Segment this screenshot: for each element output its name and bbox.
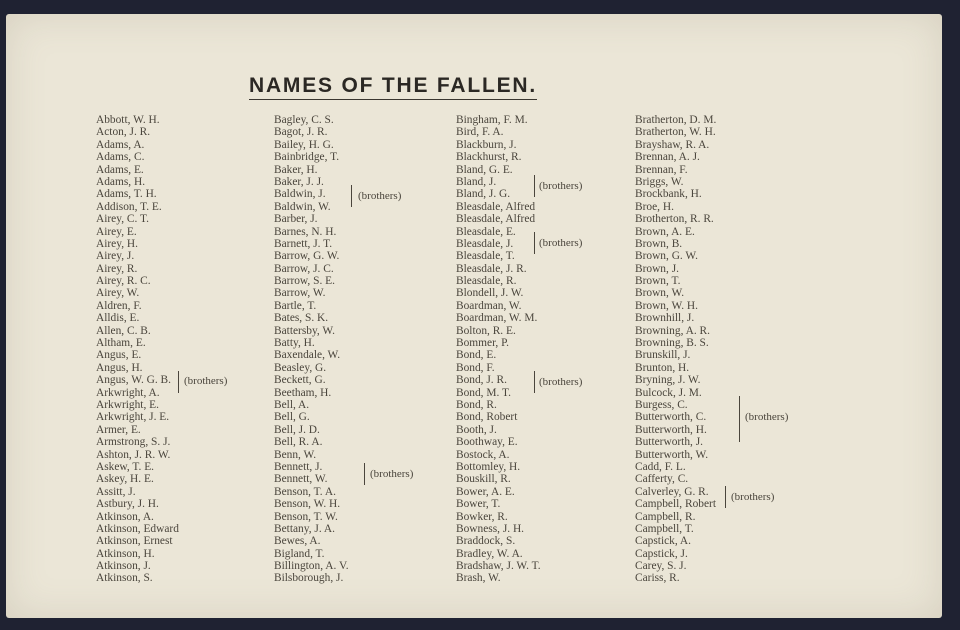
brothers-label: (brothers) <box>539 376 583 388</box>
fallen-name: Cariss, R. <box>635 572 680 585</box>
fallen-name: Brayshaw, R. A. <box>635 138 710 151</box>
fallen-name: Bottomley, H. <box>456 460 521 473</box>
fallen-name: Ashton, J. R. W. <box>96 448 171 461</box>
fallen-name: Bettany, J. A. <box>274 522 335 535</box>
fallen-name: Brunton, H. <box>635 361 690 374</box>
fallen-name: Capstick, J. <box>635 547 688 560</box>
fallen-name: Addison, T. E. <box>96 200 162 213</box>
fallen-name: Barrow, S. E. <box>274 275 335 288</box>
fallen-name: Bleasdale, T. <box>456 250 515 263</box>
fallen-name: Bouskill, R. <box>456 473 511 486</box>
fallen-name: Bleasdale, J. <box>456 237 514 250</box>
fallen-name: Bland, G. E. <box>456 163 513 176</box>
fallen-name: Bingham, F. M. <box>456 114 528 126</box>
fallen-name: Bell, A. <box>274 398 310 411</box>
fallen-name: Bird, F. A. <box>456 126 504 139</box>
fallen-name: Bartle, T. <box>274 299 317 312</box>
fallen-name: Baker, H. <box>274 163 318 176</box>
fallen-name: Benn, W. <box>274 448 317 461</box>
fallen-name: Bagley, C. S. <box>274 114 334 126</box>
fallen-name: Boothway, E. <box>456 436 518 449</box>
fallen-name: Atkinson, S. <box>96 572 153 585</box>
brothers-label: (brothers) <box>370 468 414 480</box>
page-title: NAMES OF THE FALLEN. <box>249 74 537 100</box>
fallen-name: Allen, C. B. <box>96 324 151 337</box>
fallen-name: Braddock, S. <box>456 535 516 548</box>
brothers-brace <box>364 463 365 485</box>
fallen-name: Browning, B. S. <box>635 337 709 350</box>
fallen-name: Brown, G. W. <box>635 250 698 263</box>
fallen-name: Bilsborough, J. <box>274 572 344 585</box>
fallen-name: Atkinson, J. <box>96 560 151 573</box>
fallen-name: Bailey, H. G. <box>274 138 334 151</box>
fallen-name: Barber, J. <box>274 213 318 226</box>
fallen-name: Cadd, F. L. <box>635 460 686 473</box>
fallen-name: Adams, H. <box>96 175 146 188</box>
fallen-name: Bratherton, W. H. <box>635 126 716 139</box>
fallen-name: Bleasdale, Alfred <box>456 200 536 213</box>
fallen-name: Bostock, A. <box>456 448 510 461</box>
fallen-name: Bleasdale, E. <box>456 225 516 238</box>
fallen-name: Adams, A. <box>96 138 145 151</box>
fallen-name: Airey, C. T. <box>96 213 149 226</box>
fallen-name: Brennan, A. J. <box>635 151 700 164</box>
fallen-name: Aldren, F. <box>96 299 142 312</box>
fallen-name: Bell, G. <box>274 411 310 424</box>
fallen-name: Astbury, J. H. <box>96 498 159 511</box>
fallen-name: Angus, H. <box>96 361 143 374</box>
fallen-name: Bolton, R. E. <box>456 324 516 337</box>
fallen-name: Beetham, H. <box>274 386 332 399</box>
fallen-name: Arkwright, E. <box>96 398 159 411</box>
fallen-name: Atkinson, Ernest <box>96 535 173 548</box>
fallen-name: Airey, R. <box>96 262 138 275</box>
fallen-name: Bagot, J. R. <box>274 126 328 139</box>
fallen-name: Askey, H. E. <box>96 473 154 486</box>
fallen-name: Abbott, W. H. <box>96 114 160 126</box>
brothers-brace <box>725 486 726 508</box>
fallen-name: Butterworth, W. <box>635 448 709 461</box>
fallen-name: Brown, T. <box>635 275 681 288</box>
fallen-name: Airey, R. C. <box>96 275 151 288</box>
fallen-name: Blondell, J. W. <box>456 287 524 300</box>
fallen-name: Bond, Robert <box>456 411 518 424</box>
brothers-label: (brothers) <box>358 190 402 202</box>
brothers-brace <box>178 371 179 393</box>
fallen-name: Bland, J. G. <box>456 188 511 201</box>
brothers-brace <box>739 396 740 442</box>
fallen-name: Battersby, W. <box>274 324 335 337</box>
fallen-name: Atkinson, A. <box>96 510 154 523</box>
fallen-name: Bleasdale, R. <box>456 275 517 288</box>
fallen-name: Armer, E. <box>96 423 141 436</box>
fallen-name: Adams, T. H. <box>96 188 157 201</box>
fallen-name: Barnes, N. H. <box>274 225 337 238</box>
fallen-name: Brown, W. <box>635 287 685 300</box>
fallen-name: Baker, J. J. <box>274 175 324 188</box>
fallen-name: Altham, E. <box>96 337 146 350</box>
names-column-c <box>456 114 541 585</box>
fallen-name: Atkinson, H. <box>96 547 155 560</box>
fallen-name: Beckett, G. <box>274 374 326 387</box>
fallen-name: Bulcock, J. M. <box>635 386 702 399</box>
fallen-name: Brash, W. <box>456 572 501 585</box>
fallen-name: Bradshaw, J. W. T. <box>456 560 541 573</box>
fallen-name: Brockbank, H. <box>635 188 702 201</box>
fallen-name: Blackburn, J. <box>456 138 517 151</box>
fallen-name: Butterworth, C. <box>635 411 707 424</box>
brothers-label: (brothers) <box>539 237 583 249</box>
fallen-name: Benson, T. A. <box>274 485 336 498</box>
brothers-label: (brothers) <box>745 411 789 423</box>
memorial-page <box>6 14 942 618</box>
fallen-name: Atkinson, Edward <box>96 522 179 535</box>
names-column-b <box>274 114 349 585</box>
fallen-name: Campbell, Robert <box>635 498 716 511</box>
fallen-name: Beasley, G. <box>274 361 327 374</box>
fallen-name: Brown, A. E. <box>635 225 695 238</box>
fallen-name: Bowker, R. <box>456 510 508 523</box>
fallen-name: Angus, W. G. B. <box>96 374 172 387</box>
fallen-name: Browning, A. R. <box>635 324 710 337</box>
fallen-name: Askew, T. E. <box>96 460 154 473</box>
fallen-name: Armstrong, S. J. <box>96 436 171 449</box>
fallen-name: Benson, T. W. <box>274 510 338 523</box>
fallen-name: Barrow, G. W. <box>274 250 340 263</box>
fallen-name: Carey, S. J. <box>635 560 687 573</box>
fallen-name: Cafferty, C. <box>635 473 689 486</box>
fallen-name: Bland, J. <box>456 175 497 188</box>
fallen-name: Benson, W. H. <box>274 498 341 511</box>
fallen-name: Acton, J. R. <box>96 126 151 139</box>
fallen-name: Bond, M. T. <box>456 386 511 399</box>
fallen-name: Butterworth, J. <box>635 436 704 449</box>
fallen-name: Baldwin, W. <box>274 200 331 213</box>
fallen-name: Airey, E. <box>96 225 137 238</box>
fallen-name: Baxendale, W. <box>274 349 341 362</box>
fallen-name: Adams, E. <box>96 163 144 176</box>
fallen-name: Bond, F. <box>456 361 495 374</box>
brothers-label: (brothers) <box>539 180 583 192</box>
fallen-name: Brunskill, J. <box>635 349 691 362</box>
fallen-name: Brennan, F. <box>635 163 688 176</box>
fallen-name: Brown, J. <box>635 262 679 275</box>
fallen-name: Broe, H. <box>635 200 674 213</box>
fallen-name: Batty, H. <box>274 337 315 350</box>
fallen-name: Barnett, J. T. <box>274 237 333 250</box>
fallen-name: Airey, W. <box>96 287 140 300</box>
names-column-d <box>635 114 716 585</box>
fallen-name: Bell, J. D. <box>274 423 320 436</box>
fallen-name: Bond, E. <box>456 349 497 362</box>
fallen-name: Bradley, W. A. <box>456 547 523 560</box>
fallen-name: Adams, C. <box>96 151 145 164</box>
fallen-name: Bigland, T. <box>274 547 325 560</box>
fallen-name: Airey, J. <box>96 250 135 263</box>
fallen-name: Angus, E. <box>96 349 142 362</box>
fallen-name: Arkwright, J. E. <box>96 411 170 424</box>
fallen-name: Butterworth, H. <box>635 423 707 436</box>
fallen-name: Bryning, J. W. <box>635 374 701 387</box>
fallen-name: Briggs, W. <box>635 175 684 188</box>
fallen-name: Arkwright, A. <box>96 386 160 399</box>
brothers-brace <box>534 371 535 393</box>
brothers-brace <box>534 232 535 254</box>
fallen-name: Barrow, J. C. <box>274 262 334 275</box>
fallen-name: Brown, W. H. <box>635 299 698 312</box>
fallen-name: Burgess, C. <box>635 398 688 411</box>
fallen-name: Blackhurst, R. <box>456 151 522 164</box>
fallen-name: Bates, S. K. <box>274 312 329 325</box>
fallen-name: Bainbridge, T. <box>274 151 340 164</box>
fallen-name: Campbell, T. <box>635 522 694 535</box>
fallen-name: Bower, T. <box>456 498 501 511</box>
names-column-a <box>96 114 179 585</box>
fallen-name: Bleasdale, Alfred <box>456 213 536 226</box>
brothers-brace <box>534 175 535 197</box>
fallen-name: Brownhill, J. <box>635 312 695 325</box>
fallen-name: Capstick, A. <box>635 535 692 548</box>
fallen-name: Bennett, J. <box>274 460 323 473</box>
fallen-name: Bower, A. E. <box>456 485 515 498</box>
fallen-name: Bleasdale, J. R. <box>456 262 527 275</box>
fallen-name: Bowness, J. H. <box>456 522 525 535</box>
fallen-name: Campbell, R. <box>635 510 696 523</box>
fallen-name: Brotherton, R. R. <box>635 213 714 226</box>
fallen-name: Calverley, G. R. <box>635 485 709 498</box>
brothers-label: (brothers) <box>731 491 775 503</box>
fallen-name: Baldwin, J. <box>274 188 326 201</box>
fallen-name: Boardman, W. M. <box>456 312 538 325</box>
fallen-name: Bond, J. R. <box>456 374 507 387</box>
fallen-name: Bell, R. A. <box>274 436 323 449</box>
fallen-name: Bratherton, D. M. <box>635 114 717 126</box>
fallen-name: Bennett, W. <box>274 473 328 486</box>
fallen-name: Booth, J. <box>456 423 497 436</box>
brothers-brace <box>351 185 352 207</box>
brothers-label: (brothers) <box>184 375 228 387</box>
fallen-name: Assitt, J. <box>96 485 136 498</box>
fallen-name: Bond, R. <box>456 398 497 411</box>
fallen-name: Bewes, A. <box>274 535 321 548</box>
fallen-name: Boardman, W. <box>456 299 522 312</box>
fallen-name: Bommer, P. <box>456 337 510 350</box>
fallen-name: Brown, B. <box>635 237 683 250</box>
fallen-name: Alldis, E. <box>96 312 140 325</box>
fallen-name: Barrow, W. <box>274 287 326 300</box>
fallen-name: Airey, H. <box>96 237 138 250</box>
fallen-name: Billington, A. V. <box>274 560 349 573</box>
